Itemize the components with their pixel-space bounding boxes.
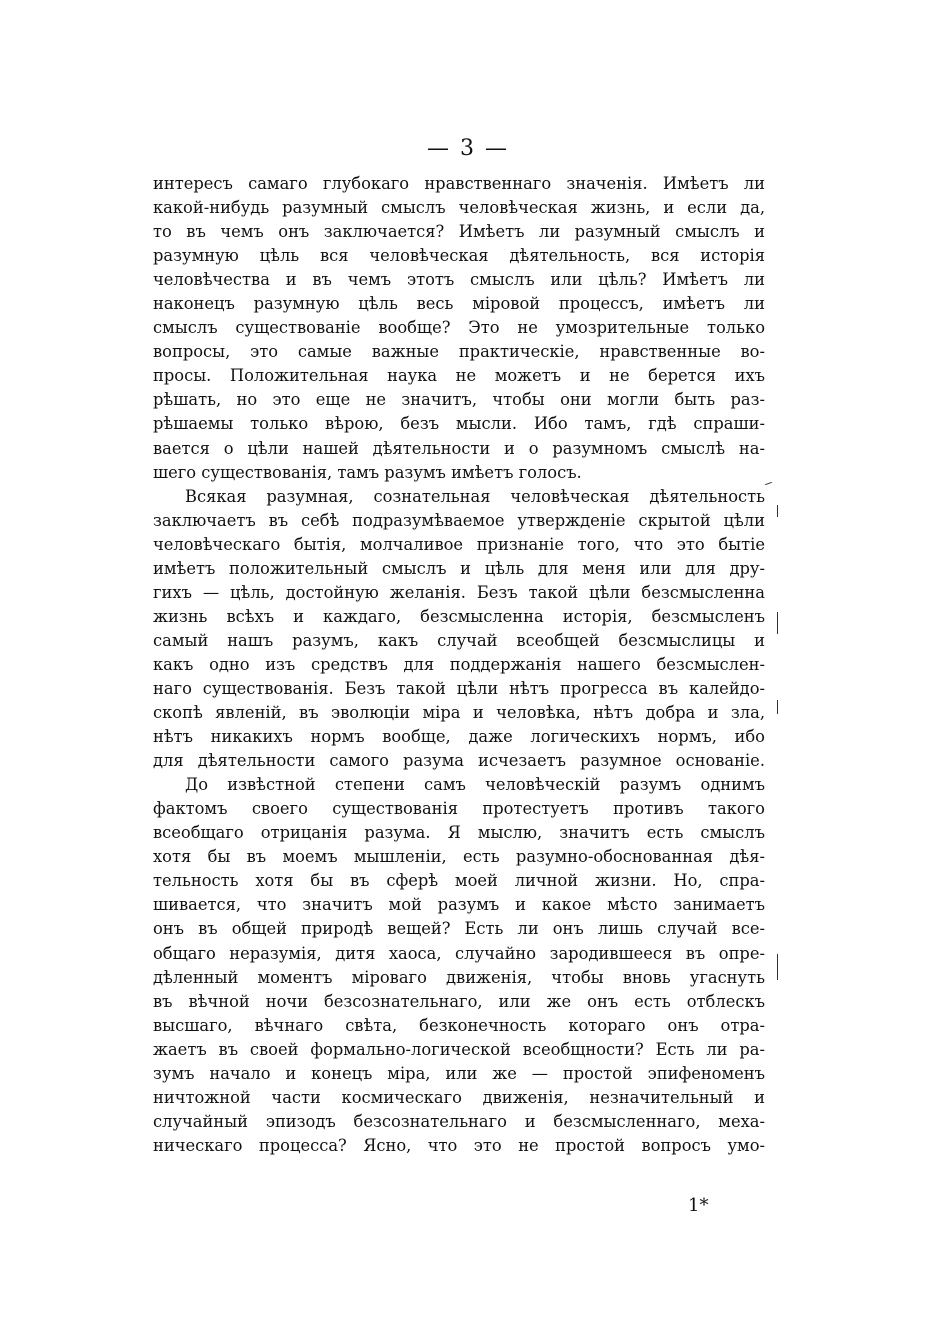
text-line: жизнь всѣхъ и каждаго, безсмысленна исторія, безсмысленъ xyxy=(153,606,765,626)
scan-mark xyxy=(777,954,778,980)
body-text xyxy=(153,172,765,1158)
text-line: жаетъ въ своей формально-логической всеобщности? Есть ли ра- xyxy=(153,1039,765,1059)
text-line: то въ чемъ онъ заключается? Имѣетъ ли разумный смыслъ и xyxy=(153,222,765,242)
text-line: человѣческаго бытія, молчаливое признаніе того, что это бытіе xyxy=(153,534,765,554)
text-line: онъ въ общей природѣ вещей? Есть ли онъ лишь случай все- xyxy=(153,919,765,939)
text-line: шего существованія, тамъ разумъ имѣетъ голосъ. xyxy=(153,462,582,482)
text-line: заключаетъ въ себѣ подразумѣваемое утвержденіе скрытой цѣли xyxy=(153,510,765,530)
text-line: зумъ начало и конецъ міра, или же — простой эпифеноменъ xyxy=(153,1063,765,1083)
scan-mark xyxy=(777,505,778,517)
text-line: дѣленный моментъ міроваго движенія, чтобы вновь угаснуть xyxy=(153,967,765,987)
text-line: нѣтъ никакихъ нормъ вообще, даже логическихъ нормъ, ибо xyxy=(153,727,765,747)
text-line: высшаго, вѣчнаго свѣта, безконечность котораго онъ отра- xyxy=(153,1015,765,1035)
text-line: Всякая разумная, сознательная человѣческая дѣятельность xyxy=(185,486,765,506)
text-line: случайный эпизодъ безсознательнаго и безсмысленнаго, меха- xyxy=(153,1111,765,1131)
text-line: фактомъ своего существованія протестуетъ противъ такого xyxy=(153,799,765,819)
scan-mark xyxy=(777,612,778,634)
text-line: всеобщаго отрицанія разума. Я мыслю, значитъ есть смыслъ xyxy=(153,823,765,843)
scan-mark xyxy=(777,700,778,714)
text-line: въ вѣчной ночи безсознательнаго, или же онъ есть отблескъ xyxy=(153,991,765,1011)
printer-signature-mark: 1* xyxy=(688,1195,709,1216)
text-line: рѣшать, но это еще не значитъ, чтобы они могли быть раз- xyxy=(153,390,765,410)
text-line: человѣчества и въ чемъ этотъ смыслъ или цѣль? Имѣетъ ли xyxy=(153,270,765,290)
text-line: вается о цѣли нашей дѣятельности и о разумномъ смыслѣ на- xyxy=(153,438,765,458)
text-line: наго существованія. Безъ такой цѣли нѣтъ прогресса въ калейдо- xyxy=(153,678,765,698)
text-line: хотя бы въ моемъ мышленіи, есть разумно-обоснованная дѣя- xyxy=(153,847,765,867)
paragraph-3 xyxy=(153,773,765,1158)
text-line: шивается, что значитъ мой разумъ и какое мѣсто занимаетъ xyxy=(153,895,765,915)
text-line: наконецъ разумную цѣль весь міровой процессъ, имѣетъ ли xyxy=(153,294,765,314)
paragraph-1 xyxy=(153,172,765,485)
text-line: разумную цѣль вся человѣческая дѣятельность, вся исторія xyxy=(153,246,765,266)
text-line: для дѣятельности самого разума исчезаетъ разумное основаніе. xyxy=(153,751,765,771)
text-line: скопѣ явленій, въ эволюціи міра и человѣка, нѣтъ добра и зла, xyxy=(153,703,765,723)
text-line: рѣшаемы только вѣрою, безъ мысли. Ибо тамъ, гдѣ спраши- xyxy=(153,414,765,434)
text-line: ническаго процесса? Ясно, что это не простой вопросъ умо- xyxy=(153,1135,765,1155)
text-line: интересъ самаго глубокаго нравственнаго значенія. Имѣетъ ли xyxy=(153,174,765,193)
paragraph-2 xyxy=(153,485,765,774)
text-line: просы. Положительная наука не можетъ и не берется ихъ xyxy=(153,366,765,386)
text-line: вопросы, это самые важные практическіе, нравственные во- xyxy=(153,342,765,362)
text-line: какой-нибудь разумный смыслъ человѣческая жизнь, и если да, xyxy=(153,198,765,218)
text-line: какъ одно изъ средствъ для поддержанія нашего безсмыслен- xyxy=(153,654,765,674)
text-line: гихъ — цѣль, достойную желанія. Безъ такой цѣли безсмысленна xyxy=(153,582,765,602)
page-number: — 3 — xyxy=(427,136,509,161)
text-line: тельность хотя бы въ сферѣ моей личной жизни. Но, спра- xyxy=(153,871,765,891)
text-line: До извѣстной степени самъ человѣческій разумъ однимъ xyxy=(185,775,765,795)
scan-mark xyxy=(765,482,772,485)
text-line: смыслъ существованіе вообще? Это не умозрительные только xyxy=(153,318,765,338)
text-line: общаго неразумія, дитя хаоса, случайно зародившееся въ опре- xyxy=(153,943,765,963)
text-line: самый нашъ разумъ, какъ случай всеобщей безсмыслицы и xyxy=(153,630,765,650)
text-line: ничтожной части космическаго движенія, незначительный и xyxy=(153,1087,765,1107)
text-line: имѣетъ положительный смыслъ и цѣль для меня или для дру- xyxy=(153,558,765,578)
